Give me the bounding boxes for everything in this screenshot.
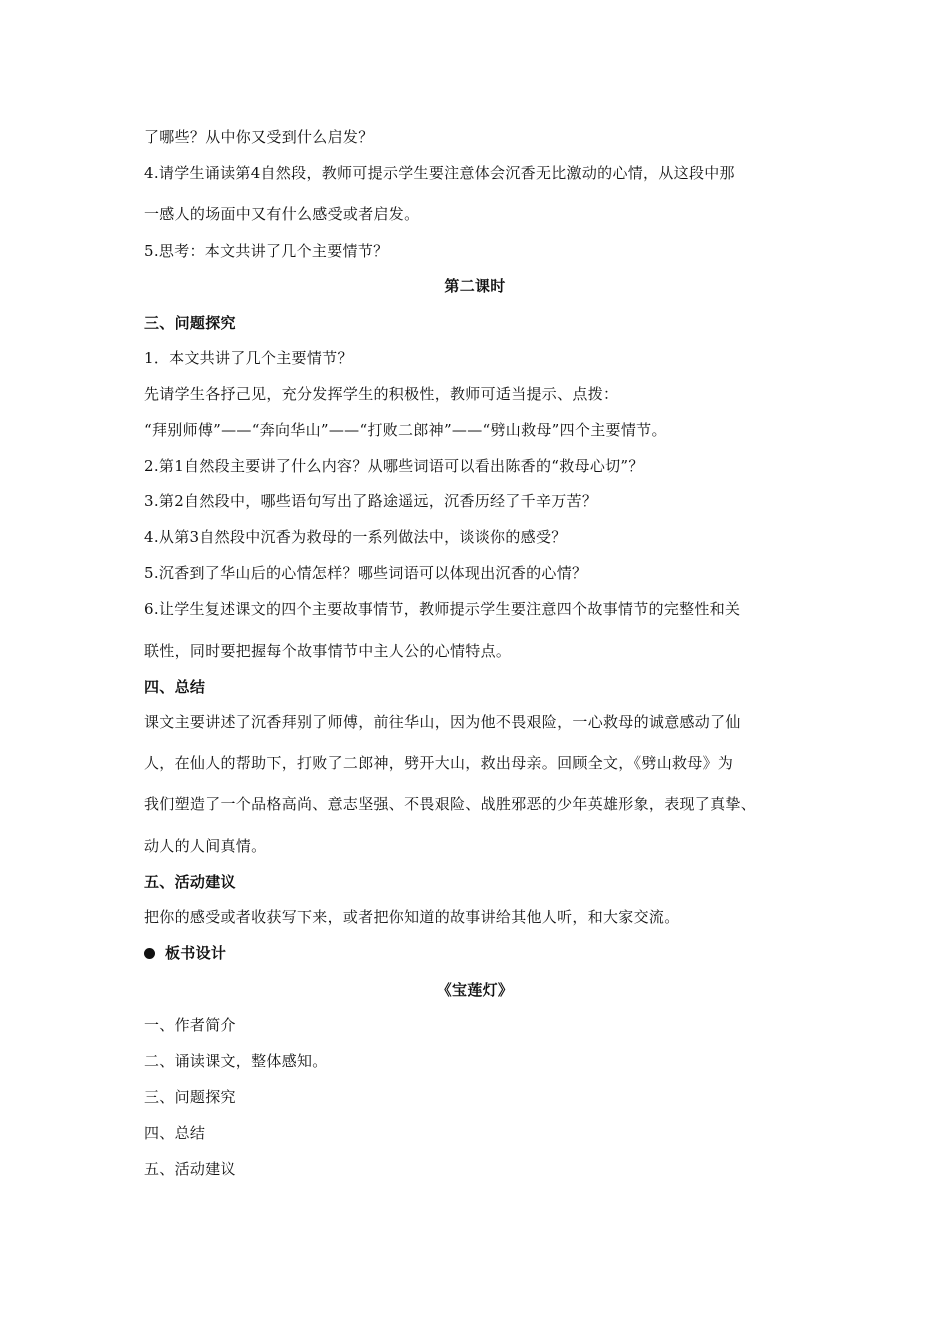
text-line: 人，在仙人的帮助下，打败了二郎神，劈开大山，救出母亲。回顾全文，《劈山救母》为 [144,754,734,772]
outline-item: 四、总结 [144,1124,206,1142]
text-line: 先请学生各抒己见，充分发挥学生的积极性，教师可适当提示、点拨： [144,385,619,403]
lesson-heading: 第二课时 [444,277,506,295]
text-line: 我们塑造了一个品格高尚、意志坚强、不畏艰险、战胜邪恶的少年英雄形象，表现了真挚、 [144,795,757,813]
text-line: 5.思考：本文共讲了几个主要情节？ [144,242,389,260]
text-line: 1．本文共讲了几个主要情节？ [144,349,353,367]
board-design-heading [144,943,824,963]
text-line: 4.从第3自然段中沉香为救母的一系列做法中，谈谈你的感受？ [144,528,567,546]
section-heading: 五、活动建议 [144,873,236,891]
bullet-icon [144,948,155,959]
text-line: 了哪些？从中你又受到什么启发？ [144,128,374,146]
section-heading: 三、问题探究 [144,314,236,332]
text-line: 3.第2自然段中，哪些语句写出了路途遥远，沉香历经了千辛万苦？ [144,492,598,510]
text-line: 课文主要讲述了沉香拜别了师傅，前往华山，因为他不畏艰险，一心救母的诚意感动了仙 [144,713,741,731]
text-line: 6.让学生复述课文的四个主要故事情节，教师提示学生要注意四个故事情节的完整性和关 [144,600,741,618]
text-line: 联性，同时要把握每个故事情节中主人公的心情特点。 [144,642,512,660]
text-line: “拜别师傅”——“奔向华山”——“打败二郎神”——“劈山救母”四个主要情节。 [144,421,667,439]
text-line: 4.请学生诵读第4自然段，教师可提示学生要注意体会沉香无比激动的心情，从这段中那 [144,164,735,182]
text-line: 5.沉香到了华山后的心情怎样？哪些词语可以体现出沉香的心情？ [144,564,588,582]
text-line: 动人的人间真情。 [144,837,267,855]
section-heading: 四、总结 [144,678,206,696]
outline-item: 五、活动建议 [144,1160,236,1178]
outline-item: 二、诵读课文，整体感知。 [144,1052,328,1070]
text-line: 把你的感受或者收获写下来，或者把你知道的故事讲给其他人听，和大家交流。 [144,908,680,926]
outline-item: 三、问题探究 [144,1088,236,1106]
text-line: 一感人的场面中又有什么感受或者启发。 [144,205,420,223]
board-title: 《宝莲灯》 [436,981,514,999]
outline-item: 一、作者简介 [144,1016,236,1034]
text-line: 2.第1自然段主要讲了什么内容？从哪些词语可以看出陈香的“救母心切”？ [144,457,644,475]
board-design-label: 板书设计 [165,944,227,962]
